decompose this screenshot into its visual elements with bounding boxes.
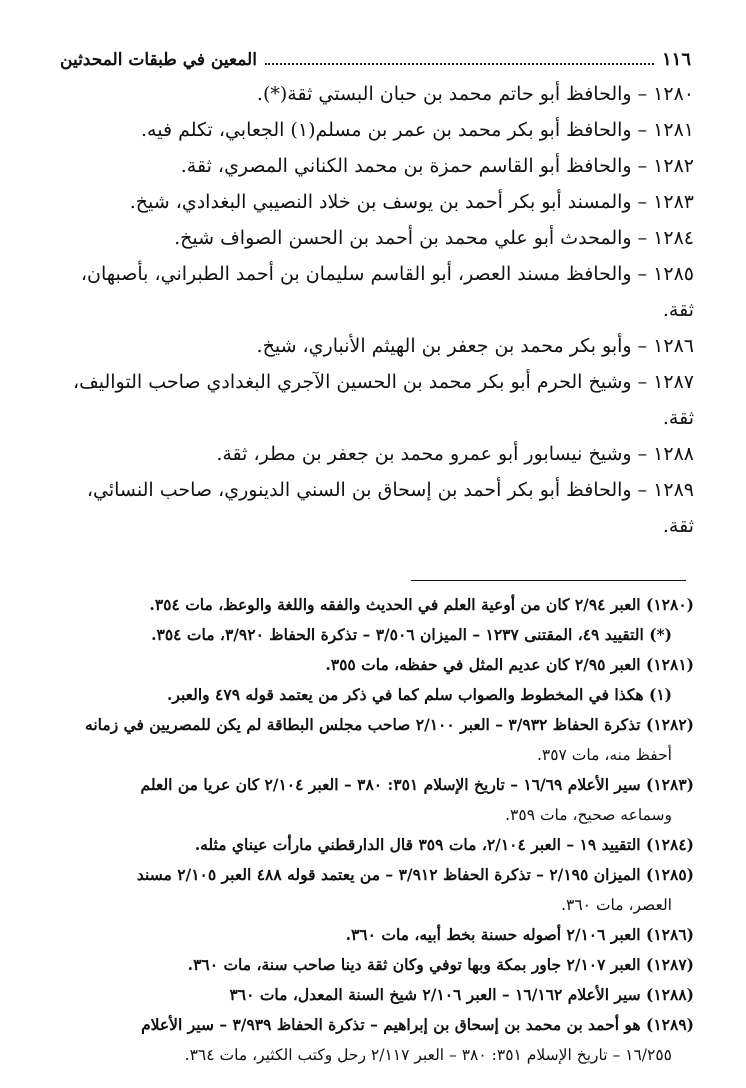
footnote [58, 710, 694, 770]
entry: ١٢٨٩ – والحافظ أبو بكر أحمد بن إسحاق بن السني الدينوري، صاحب النسائي، [86, 479, 694, 501]
entry: ١٢٨٨ – وشيخ نيسابور أبو عمرو محمد بن جعفر بن مطر، ثقة. [216, 443, 694, 465]
footnote-continuation: أحفظ منه، مات ٣٥٧. [536, 746, 672, 764]
footnote-line: (١٢٨٥) الميزان ٢/١٩٥ – تذكرة الحفاظ ٣/٩١٢ – من يعتمد قوله ٤٨٨ العبر ٢/١٠٥ مسند [136, 865, 694, 884]
footnote-line: (١٢٨٩) هو أحمد بن محمد بن إسحاق بن إبراهيم – تذكرة الحفاظ ٣/٩٣٩ – سير الأعلام [141, 1015, 694, 1034]
footnote-sub: (*) التقييد ٤٩، المقتنى ١٢٣٧ – الميزان ٣/٥٠٦ – تذكرة الحفاظ ٣/٩٢٠، مات ٣٥٤. [151, 625, 672, 644]
entry-continuation: ثقة. [662, 299, 694, 321]
entry: ١٢٨٣ – والمسند أبو بكر أحمد بن يوسف بن خلاد النصيبي البغدادي، شيخ. [129, 191, 694, 213]
entry-continuation: ثقة. [662, 407, 694, 429]
entry: ١٢٨٢ – والحافظ أبو القاسم حمزة بن محمد الكناني المصري، ثقة. [180, 155, 694, 177]
running-title: المعين في طبقات المحدثين [60, 50, 257, 70]
entries-list [58, 76, 694, 544]
footnote-separator [411, 580, 686, 581]
footnote [58, 860, 694, 920]
page-number: ١١٦ [661, 49, 691, 70]
footnote: (١٢٨٤) التقييد ١٩ – العبر ٢/١٠٤، مات ٣٥٩ قال الدارقطني مارأت عيناي مثله. [194, 835, 694, 854]
footnote: (١٢٨٠) العبر ٢/٩٤ كان من أوعية العلم في الحديث والفقه واللغة والوعظ، مات ٣٥٤. [149, 595, 694, 614]
entry-continuation: ثقة. [662, 515, 694, 537]
footnote-line: (١٢٨٣) سير الأعلام ١٦/٦٩ – تاريخ الإسلام ٣٥١: ٣٨٠ – العبر ٢/١٠٤ كان عريا من العلم [140, 775, 694, 794]
entry: ١٢٨٠ – والحافظ أبو حاتم محمد بن حبان البستي ثقة(*). [256, 83, 694, 105]
footnote-sub: (١) هكذا في المخطوط والصواب سلم كما في ذكر من يعتمد قوله ٤٧٩ والعبر. [167, 685, 672, 704]
footnote: (١٢٨٧) العبر ٢/١٠٧ جاور بمكة وبها توفي وكان ثقة دينا صاحب سنة، مات ٣٦٠. [187, 955, 694, 974]
entry: ١٢٨٧ – وشيخ الحرم أبو بكر محمد بن الحسين الآجري البغدادي صاحب التواليف، [72, 371, 694, 393]
header-leader-dots [265, 63, 654, 65]
entry: ١٢٨١ – والحافظ أبو بكر محمد بن عمر بن مسلم(١) الجعابي، تكلم فيه. [141, 119, 694, 141]
footnote [58, 1010, 694, 1070]
page-header [60, 48, 691, 70]
footnote-continuation: وسماعه صحيح، مات ٣٥٩. [505, 806, 672, 824]
footnote-line: (١٢٨٢) تذكرة الحفاظ ٣/٩٣٢ – العبر ٢/١٠٠ صاحب مجلس البطاقة لم يكن للمصريين في زمانه [85, 715, 694, 734]
entry: ١٢٨٤ – والمحدث أبو علي محمد بن أحمد بن الحسن الصواف شيخ. [174, 227, 694, 249]
footnote-continuation: ١٦/٢٥٥ – تاريخ الإسلام ٣٥١: ٣٨٠ – العبر ٢/١١٧ رحل وكتب الكثير، مات ٣٦٤. [184, 1046, 672, 1064]
entry: ١٢٨٦ – وأبو بكر محمد بن جعفر بن الهيثم الأنباري، شيخ. [256, 335, 694, 357]
footnote-continuation: العصر، مات ٣٦٠. [561, 896, 672, 914]
footnote: (١٢٨١) العبر ٢/٩٥ كان عديم المثل في حفظه، مات ٣٥٥. [325, 655, 694, 674]
entry: ١٢٨٥ – والحافظ مسند العصر، أبو القاسم سليمان بن أحمد الطبراني، بأصبهان، [80, 263, 694, 285]
footnote: (١٢٨٦) العبر ٢/١٠٦ أصوله حسنة بخط أبيه، مات ٣٦٠. [345, 925, 694, 944]
footnote: (١٢٨٨) سير الأعلام ١٦/١٦٢ – العبر ٢/١٠٦ شيخ السنة المعدل، مات ٣٦٠ [229, 985, 694, 1004]
footnotes [58, 590, 694, 1070]
footnote [58, 770, 694, 830]
